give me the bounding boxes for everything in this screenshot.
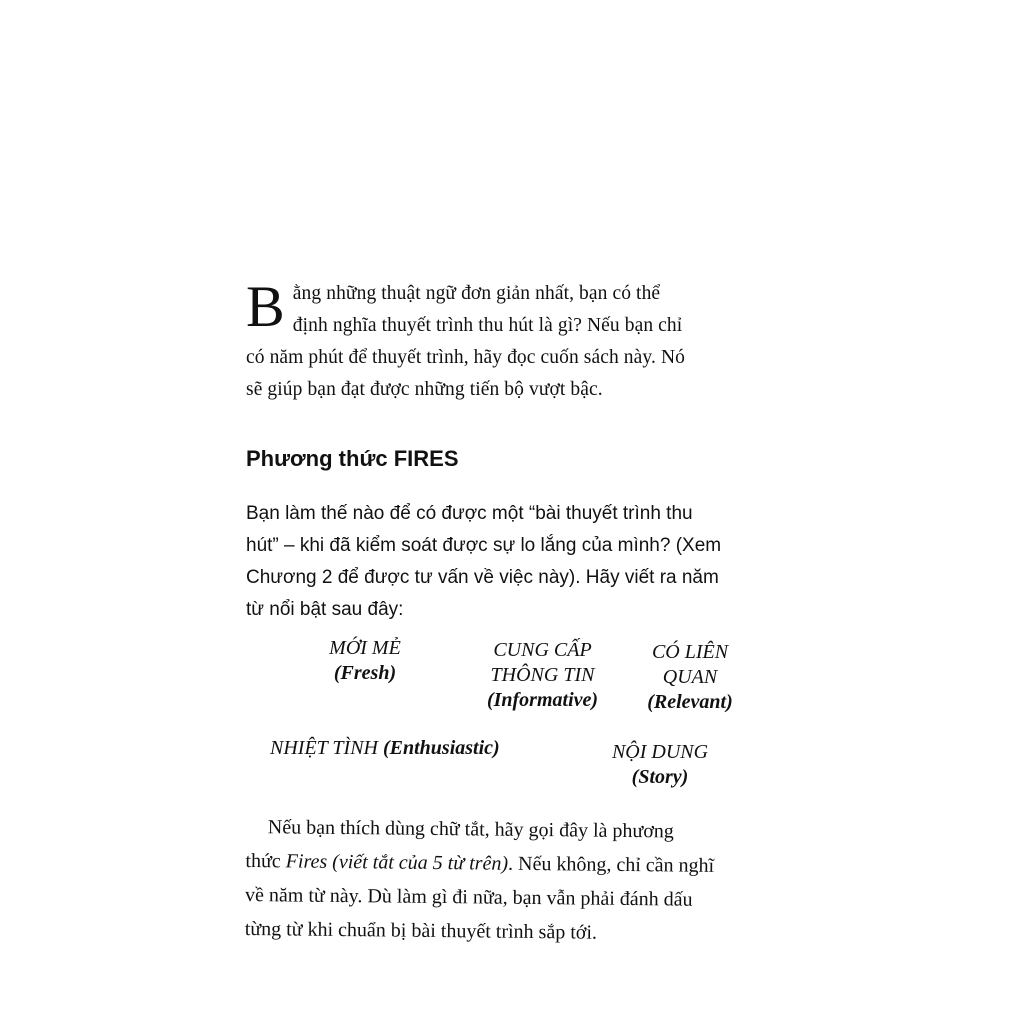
term-relevant: [630, 640, 750, 715]
term-enthusiastic-en: (Enthusiastic): [383, 737, 500, 759]
closing-line: từng từ khi chuẩn bị bài thuyết trình sắp tới.: [244, 917, 598, 944]
term-relevant-vi-1: CÓ LIÊN: [651, 641, 729, 663]
term-relevant-vi-2: QUAN: [662, 666, 718, 688]
intro-paragraph: [246, 274, 794, 406]
term-story: [595, 740, 725, 790]
closing-line: về năm từ này. Dù làm gì đi nữa, bạn vẫn phải đánh dấu: [244, 883, 693, 911]
body-line: từ nổi bật sau đây:: [246, 599, 404, 620]
term-enthusiastic: [270, 736, 560, 761]
term-fresh-en: (Fresh): [333, 662, 397, 684]
intro-line: có năm phút để thuyết trình, hãy đọc cuốn sách này. Nó: [246, 347, 685, 368]
closing-line-start: thức: [245, 849, 286, 873]
term-fresh-vi: MỚI MẺ: [329, 637, 401, 659]
term-enthusiastic-vi: NHIỆT TÌNH: [270, 737, 378, 759]
term-story-vi: NỘI DUNG: [611, 741, 709, 763]
closing-line: Nếu bạn thích dùng chữ tắt, hãy gọi đây là phương: [267, 816, 674, 843]
closing-line-end: . Nếu không, chỉ cần nghĩ: [507, 852, 715, 877]
fires-abbreviation-note: Fires (viết tắt của 5 từ trên): [285, 850, 509, 875]
intro-line: sẽ giúp bạn đạt được những tiến bộ vượt bậc.: [246, 379, 603, 400]
term-informative-vi-1: CUNG CẤP: [493, 639, 592, 661]
body-line: hút” – khi đã kiểm soát được sự lo lắng của mình? (Xem: [246, 535, 722, 556]
drop-cap: B: [246, 274, 285, 339]
term-fresh: [300, 636, 430, 686]
term-relevant-en: (Relevant): [647, 691, 733, 713]
body-line: Chương 2 để được tư vấn về việc này). Hãy viết ra năm: [246, 567, 719, 588]
body-line: Bạn làm thế nào để có được một “bài thuyết trình thu: [246, 503, 693, 524]
term-informative: [470, 638, 615, 713]
intro-line: định nghĩa thuyết trình thu hút là gì? Nếu bạn chỉ: [292, 315, 683, 336]
term-story-en: (Story): [631, 766, 689, 788]
intro-line: ằng những thuật ngữ đơn giản nhất, bạn có thể: [292, 283, 661, 304]
closing-paragraph: [245, 810, 794, 952]
body-paragraph: [246, 498, 791, 626]
term-informative-vi-2: THÔNG TIN: [490, 664, 595, 686]
section-heading: Phương thức FIRES: [246, 446, 459, 471]
closing-line: [245, 844, 793, 884]
term-informative-en: (Informative): [486, 689, 599, 711]
